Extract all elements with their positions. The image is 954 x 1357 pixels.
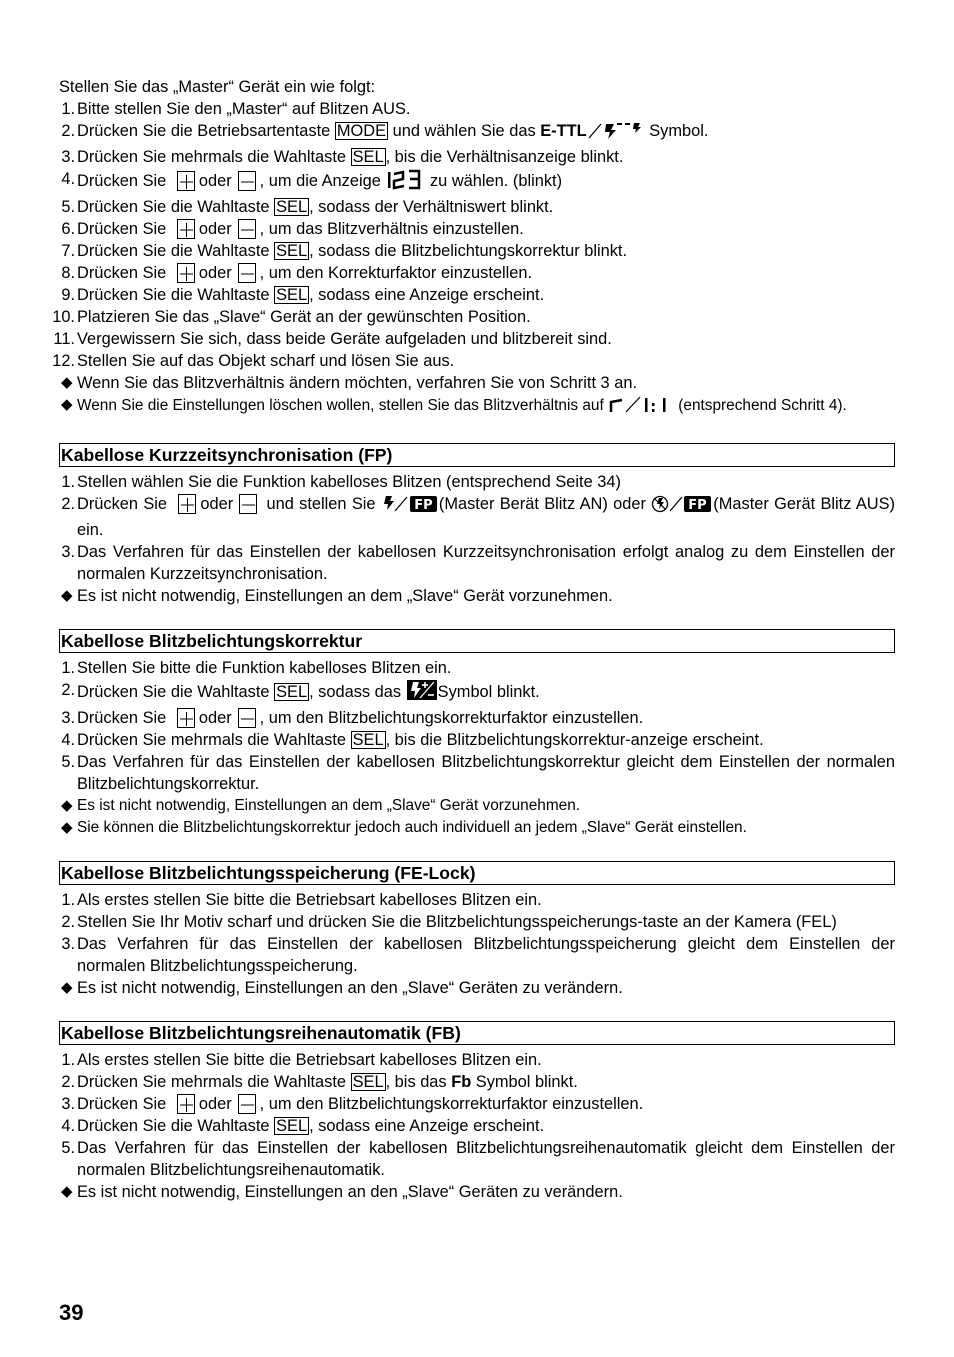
note: ◆ Sie können die Blitzbelichtungskorrektur jedoch auch individuell an jedem „Slave“ Gerät einstellen.	[61, 819, 747, 836]
list-item: 3. Das Verfahren für das Einstellen der kabellosen Blitzbelichtungsspeicherung gleicht dem Einstellen der normalen Blitzbelichtungsspeicherung.	[61, 935, 895, 975]
ratio-off-icon	[608, 394, 674, 421]
slash-wireless-flash-icon	[587, 120, 645, 146]
plus-key-icon	[177, 263, 195, 283]
section-title: Kabellose Blitzbelichtungsreihenautomatik (FB)	[59, 1021, 895, 1045]
sel-key: SEL	[352, 1073, 384, 1091]
minus-key-icon	[238, 219, 256, 239]
flash-exposure-compensation-icon	[406, 679, 438, 707]
flash-fp-icon	[381, 493, 439, 519]
section-steps	[59, 889, 895, 977]
plus-key-icon	[177, 219, 195, 239]
list-item: 3. Drücken Sie mehrmals die Wahltaste SEL , bis die Verhältnisanzeige blinkt.	[61, 148, 624, 166]
section-steps	[59, 471, 895, 585]
sel-key: SEL	[276, 198, 308, 216]
page-number: 39	[59, 1300, 84, 1325]
intro-text: Stellen Sie das „Master“ Gerät ein wie folgt:	[59, 78, 376, 96]
minus-key-icon	[238, 708, 256, 728]
svg-text:FP: FP	[414, 498, 433, 513]
sel-key: SEL	[276, 683, 308, 701]
note: ◆ Wenn Sie das Blitzverhältnis ändern möchten, verfahren Sie von Schritt 3 an.	[61, 374, 638, 392]
sel-key: SEL	[352, 148, 384, 166]
note: ◆ Es ist nicht notwendig, Einstellungen an den „Slave“ Geräten zu verändern.	[61, 979, 623, 997]
list-item: 2. Drücken Sie die Betriebsartentaste MODE und wählen Sie das E-TTL Symbol.	[59, 120, 895, 146]
sel-key: SEL	[276, 242, 308, 260]
note: ◆ Wenn Sie die Einstellungen löschen wollen, stellen Sie das Blitzverhältnis auf (entsprechend Schritt 4).	[59, 394, 895, 421]
minus-key-icon	[238, 263, 256, 283]
list-item: 4. Drücken Sie die Wahltaste SEL , sodass eine Anzeige erscheint.	[61, 1117, 545, 1135]
list-item: 3. Das Verfahren für das Einstellen der kabellosen Kurzzeitsynchronisation erfolgt analog zu dem Einstellen der normalen Kurzzeitsynchronisation.	[61, 543, 895, 583]
note: ◆ Es ist nicht notwendig, Einstellungen an dem „Slave“ Gerät vorzunehmen.	[61, 587, 613, 605]
plus-key-icon	[177, 708, 195, 728]
list-item: 1. Bitte stellen Sie den „Master“ auf Blitzen AUS.	[61, 100, 411, 118]
manual-page	[52, 76, 895, 1203]
section-steps	[59, 1049, 895, 1181]
list-item: 1. Stellen wählen Sie die Funktion kabelloses Blitzen (entsprechend Seite 34)	[61, 473, 621, 491]
note: ◆ Es ist nicht notwendig, Einstellungen an den „Slave“ Geräten zu verändern.	[61, 1183, 623, 1201]
list-item: 3. Drücken Sie oder , um den Blitzbelichtungskorrekturfaktor einzustellen.	[61, 1095, 644, 1113]
list-item: 9. Drücken Sie die Wahltaste SEL , sodass eine Anzeige erscheint.	[61, 286, 545, 304]
list-item: 5. Drücken Sie die Wahltaste SEL , sodass der Verhältniswert blinkt.	[61, 198, 554, 216]
master-steps	[52, 98, 895, 372]
note: ◆ Es ist nicht notwendig, Einstellungen an dem „Slave“ Gerät vorzunehmen.	[61, 797, 581, 814]
list-item: 5. Das Verfahren für das Einstellen der kabellosen Blitzbelichtungsreihenautomatik gleicht dem Einstellen der normalen Blitzbelichtungsreihenautomatik.	[61, 1139, 895, 1179]
list-item: 1. Als erstes stellen Sie bitte die Betriebsart kabelloses Blitzen ein.	[61, 1051, 542, 1069]
minus-key-icon	[239, 494, 257, 514]
svg-text:FP: FP	[688, 498, 707, 513]
section-title: Kabellose Kurzzeitsynchronisation (FP)	[59, 443, 895, 467]
list-item: 4. Drücken Sie oder , um die Anzeige zu wählen. (blinkt)	[59, 168, 895, 196]
sel-key: SEL	[276, 1117, 308, 1135]
sel-key: SEL	[352, 731, 384, 749]
plus-key-icon	[178, 494, 196, 514]
minus-key-icon	[238, 1094, 256, 1114]
sel-key: SEL	[276, 286, 308, 304]
plus-key-icon	[177, 171, 195, 191]
list-item: 8. Drücken Sie oder , um den Korrekturfaktor einzustellen.	[61, 264, 533, 282]
list-item: 2. Drücken Sie oder und stellen Sie FP (Master Berät Blitz AN) oder FP (Master Gerät Blitz AUS) ein.	[61, 495, 895, 539]
section-title: Kabellose Blitzbelichtungskorrektur	[59, 629, 895, 653]
list-item: 5. Das Verfahren für das Einstellen der kabellosen Blitzbelichtungskorrektur gleicht dem Einstellen der normalen Blitzbelichtungskorrektur.	[61, 753, 895, 793]
minus-key-icon	[238, 171, 256, 191]
list-item: 11. Vergewissern Sie sich, dass beide Geräte aufgeladen und blitzbereit sind.	[53, 330, 612, 348]
list-item: 2. Stellen Sie Ihr Motiv scharf und drücken Sie die Blitzbelichtungsspeicherungs-taste an der Kamera (FEL)	[61, 913, 837, 931]
list-item: 1. Als erstes stellen Sie bitte die Betriebsart kabelloses Blitzen ein.	[61, 891, 542, 909]
flash-off-fp-icon	[651, 493, 713, 519]
list-item: 1. Stellen Sie bitte die Funktion kabelloses Blitzen ein.	[61, 659, 452, 677]
mode-key: MODE	[336, 122, 387, 140]
section-title: Kabellose Blitzbelichtungsspeicherung (FE-Lock)	[59, 861, 895, 885]
list-item: 3. Drücken Sie oder , um den Blitzbelichtungskorrekturfaktor einzustellen.	[61, 709, 644, 727]
section-steps	[59, 657, 895, 795]
list-item: 6. Drücken Sie oder , um das Blitzverhältnis einzustellen.	[61, 220, 524, 238]
list-item: 4. Drücken Sie mehrmals die Wahltaste SEL , bis die Blitzbelichtungskorrektur-anzeige erscheint.	[61, 731, 764, 749]
ratio-123-icon	[385, 168, 425, 196]
list-item: 12. Stellen Sie auf das Objekt scharf und lösen Sie aus.	[52, 352, 455, 370]
list-item: 2. Drücken Sie mehrmals die Wahltaste SEL , bis das Fb Symbol blinkt.	[61, 1073, 578, 1091]
list-item: 2. Drücken Sie die Wahltaste SEL , sodass das Symbol blinkt.	[59, 679, 895, 707]
plus-key-icon	[177, 1094, 195, 1114]
list-item: 7. Drücken Sie die Wahltaste SEL , sodass die Blitzbelichtungskorrektur blinkt.	[61, 242, 628, 260]
list-item: 10. Platzieren Sie das „Slave“ Gerät an der gewünschten Position.	[52, 308, 531, 326]
